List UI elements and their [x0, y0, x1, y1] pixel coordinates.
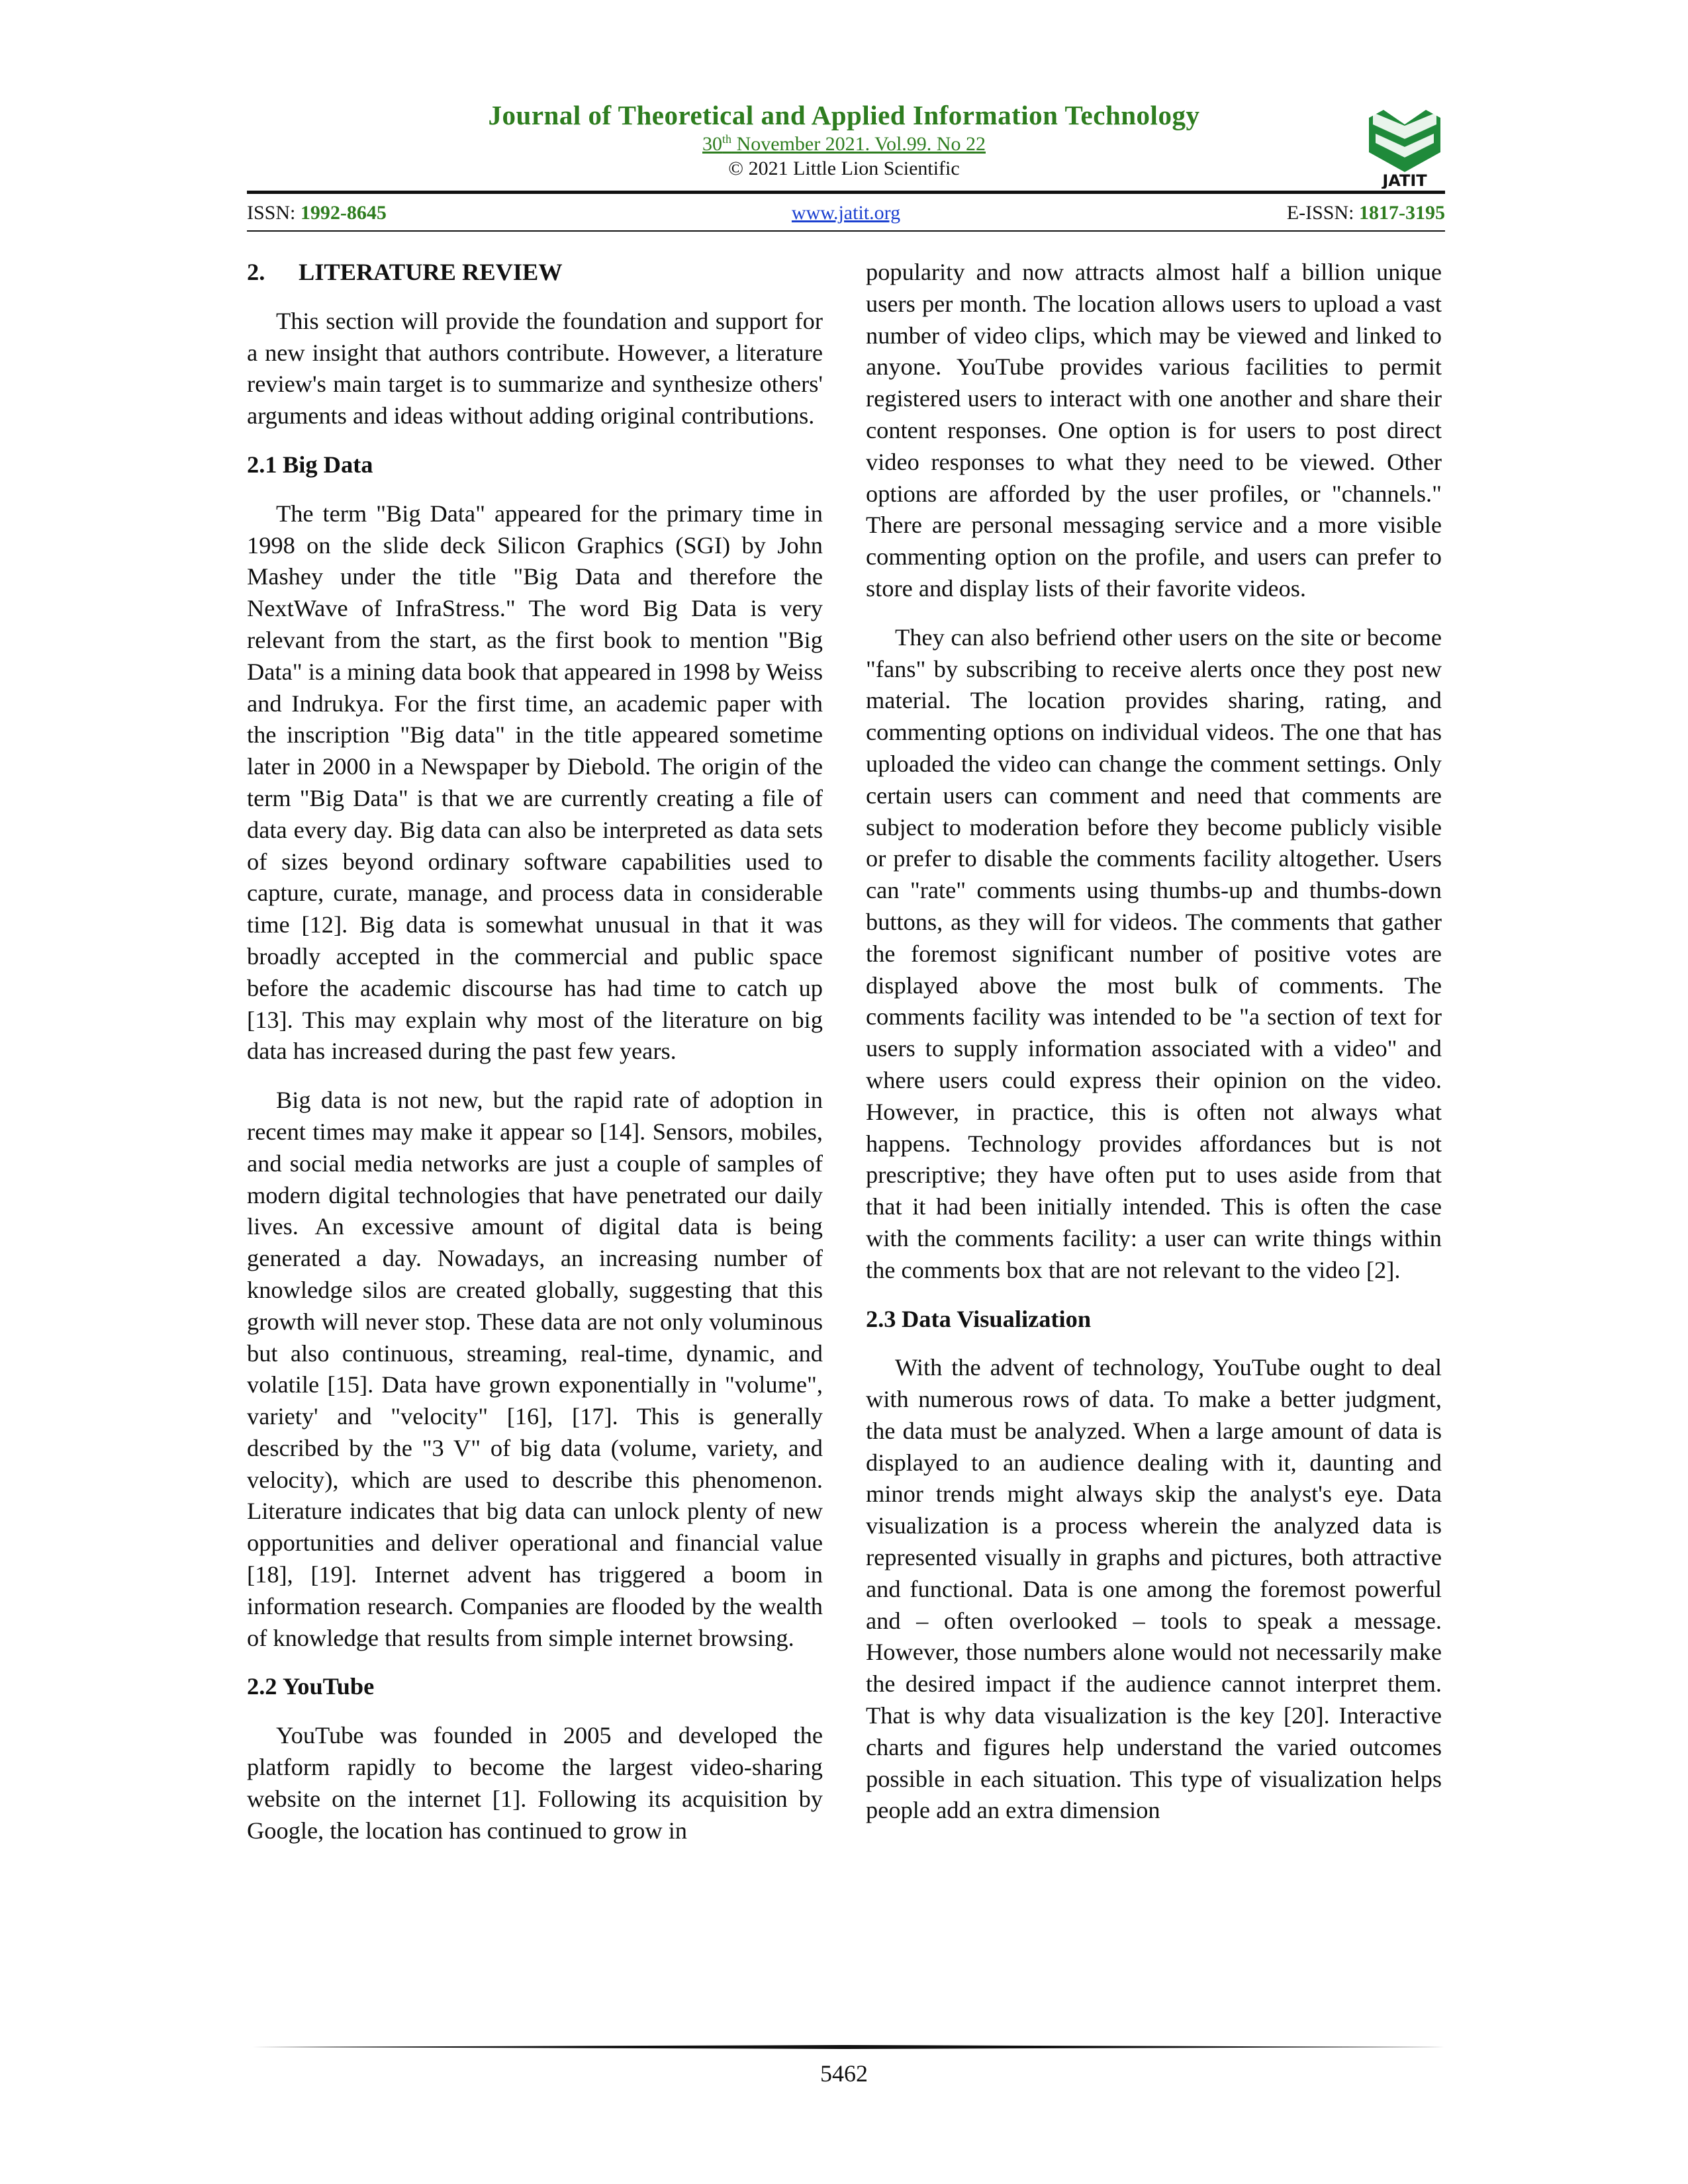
paragraph: YouTube was founded in 2005 and developed the platform rapidly to become the largest video-sharing website on the internet [1]. Following its acquisition by Google, the location has continued to grow in: [247, 1722, 823, 1844]
paragraph: With the advent of technology, YouTube ought to deal with numerous rows of data. To make a better judgment, the data must be analyzed. When a large amount of data is displayed to an audience dealing with it, daunting and minor trends might always skip the analyst's eye. Data visualization is a process wherein the analyzed data is represented visually in graphs and pictures, both attractive and functional. Data is one among the foremost powerful and – often overlooked – tools to speak a message. However, those numbers alone would not necessarily make the desired impact if the audience cannot interpret them. That is why data visualization is the key [20]. Interactive charts and figures help understand the varied outcomes possible in each situation. This type of visualization helps people add an extra dimension: [866, 1354, 1442, 1824]
paragraph: The term "Big Data" appeared for the primary time in 1998 on the slide deck Silicon Graphics (SGI) by John Mashey under the title "Big Data and therefore the NextWave of InfraStress." The word Big Data is very relevant from the start, as the first book to mention "Big Data" is a mining data book that appeared in 1998 by Weiss and Indrukya. For the first time, an academic paper with the inscription "Big data" in the title appeared sometime later in 2000 in a Newspaper by Diebold. The origin of the term "Big Data" is that we are currently creating a file of data every day. Big data can also be interpreted as data sets of sizes beyond ordinary software capabilities used to capture, curate, manage, and process data in considerable time [12]. Big data is somewhat unusual in that it was broadly accepted in the commercial and public space before the academic discourse has had time to catch up [13]. This may explain why most of the literature on big data has increased during the past few years.: [247, 500, 823, 1065]
eissn: E-ISSN: 1817-3195: [1286, 202, 1445, 224]
copyright: © 2021 Little Lion Scientific: [728, 158, 960, 179]
section-heading-data-visualization: 2.3 Data Visualization: [866, 1305, 1092, 1332]
paragraph: popularity and now attracts almost half a billion unique users per month. The location allows users to upload a vast number of video clips, which may be viewed and linked to anyone. YouTube provides various facilities to permit registered users to interact with one another and share their content responses. One option is for users to post direct video responses to what they need to be viewed. Other options are afforded by the user profiles, or "channels." There are personal messaging service and a more visible commenting option on the profile, and users can prefer to store and display lists of their favorite videos.: [866, 259, 1442, 602]
header-rule: [247, 191, 1445, 194]
eissn-number: 1817-3195: [1359, 202, 1445, 224]
issue-day: 30: [702, 133, 723, 155]
jatit-logo: [1365, 106, 1444, 189]
paragraph: They can also befriend other users on the site or become "fans" by subscribing to receive alerts once they post new material. The location provides sharing, rating, and commenting options on individual videos. The one that has uploaded the video can change the comment settings. Only certain users can comment and need that comments are subject to moderation before they become publicly visible or prefer to disable the comments facility altogether. Users can "rate" comments using thumbs-up and thumbs-down buttons, as they will for videos. The comments that gather the foremost significant number of positive votes are displayed above the most bulk of comments. The comments facility was intended to be "a section of text for users to supply information associated with a video" and where users could express their opinion on the video. However, in practice, this is often not always what happens. Technology provides affordances but is not prescriptive; they have often put to uses aside from that that it had been initially intended. This is often the case with the comments facility: a user can write things within the comments box that are not relevant to the video [2].: [866, 623, 1442, 1283]
website-link[interactable]: www.jatit.org: [791, 202, 901, 224]
paragraph: Big data is not new, but the rapid rate of adoption in recent times may make it appear so [14]. Sensors, mobiles, and social media networks are just a couple of samples of modern digital technologies that have penetrated our daily lives. An excessive amount of digital data is being generated a day. Nowadays, an increasing number of knowledge silos are created globally, suggesting that this growth will never stop. These data are not only voluminous but also continuous, streaming, real-time, dynamic, and volatile [15]. Data have grown exponentially in "volume", variety' and "velocity" [16], [17]. This is generally described by the "3 V" of big data (volume, variety, and velocity), which are used to describe this phenomenon. Literature indicates that big data can unlock plenty of new opportunities and deliver operational and financial value [18], [19]. Internet advent has triggered a boom in information research. Companies are flooded by the wealth of knowledge that results from simple internet browsing.: [247, 1087, 823, 1651]
issn-row: [247, 202, 1445, 228]
issue-day-suffix: th: [722, 132, 732, 146]
issn: ISSN: 1992-8645: [247, 202, 387, 224]
page-number: 5462: [820, 2060, 868, 2087]
logo-lettering: JATIT: [1382, 171, 1427, 189]
section-heading-literature-review: 2. LITERATURE REVIEW: [247, 259, 563, 285]
paragraph: This section will provide the foundation and support for a new insight that authors contribute. However, a literature review's main target is to summarize and synthesize others' arguments and ideas without adding original contributions.: [247, 307, 823, 430]
right-column: [866, 257, 1442, 1827]
left-column: [247, 257, 823, 1846]
journal-title: Journal of Theoretical and Applied Information Technology: [488, 100, 1200, 130]
issue-volume: November 2021. Vol.99. No 22: [731, 133, 986, 155]
issn-number: 1992-8645: [300, 202, 387, 224]
section-heading-big-data: 2.1 Big Data: [247, 451, 373, 478]
header-rule-thin: [247, 230, 1445, 232]
section-heading-youtube: 2.2 YouTube: [247, 1673, 375, 1700]
footer-rule: [247, 2045, 1445, 2049]
